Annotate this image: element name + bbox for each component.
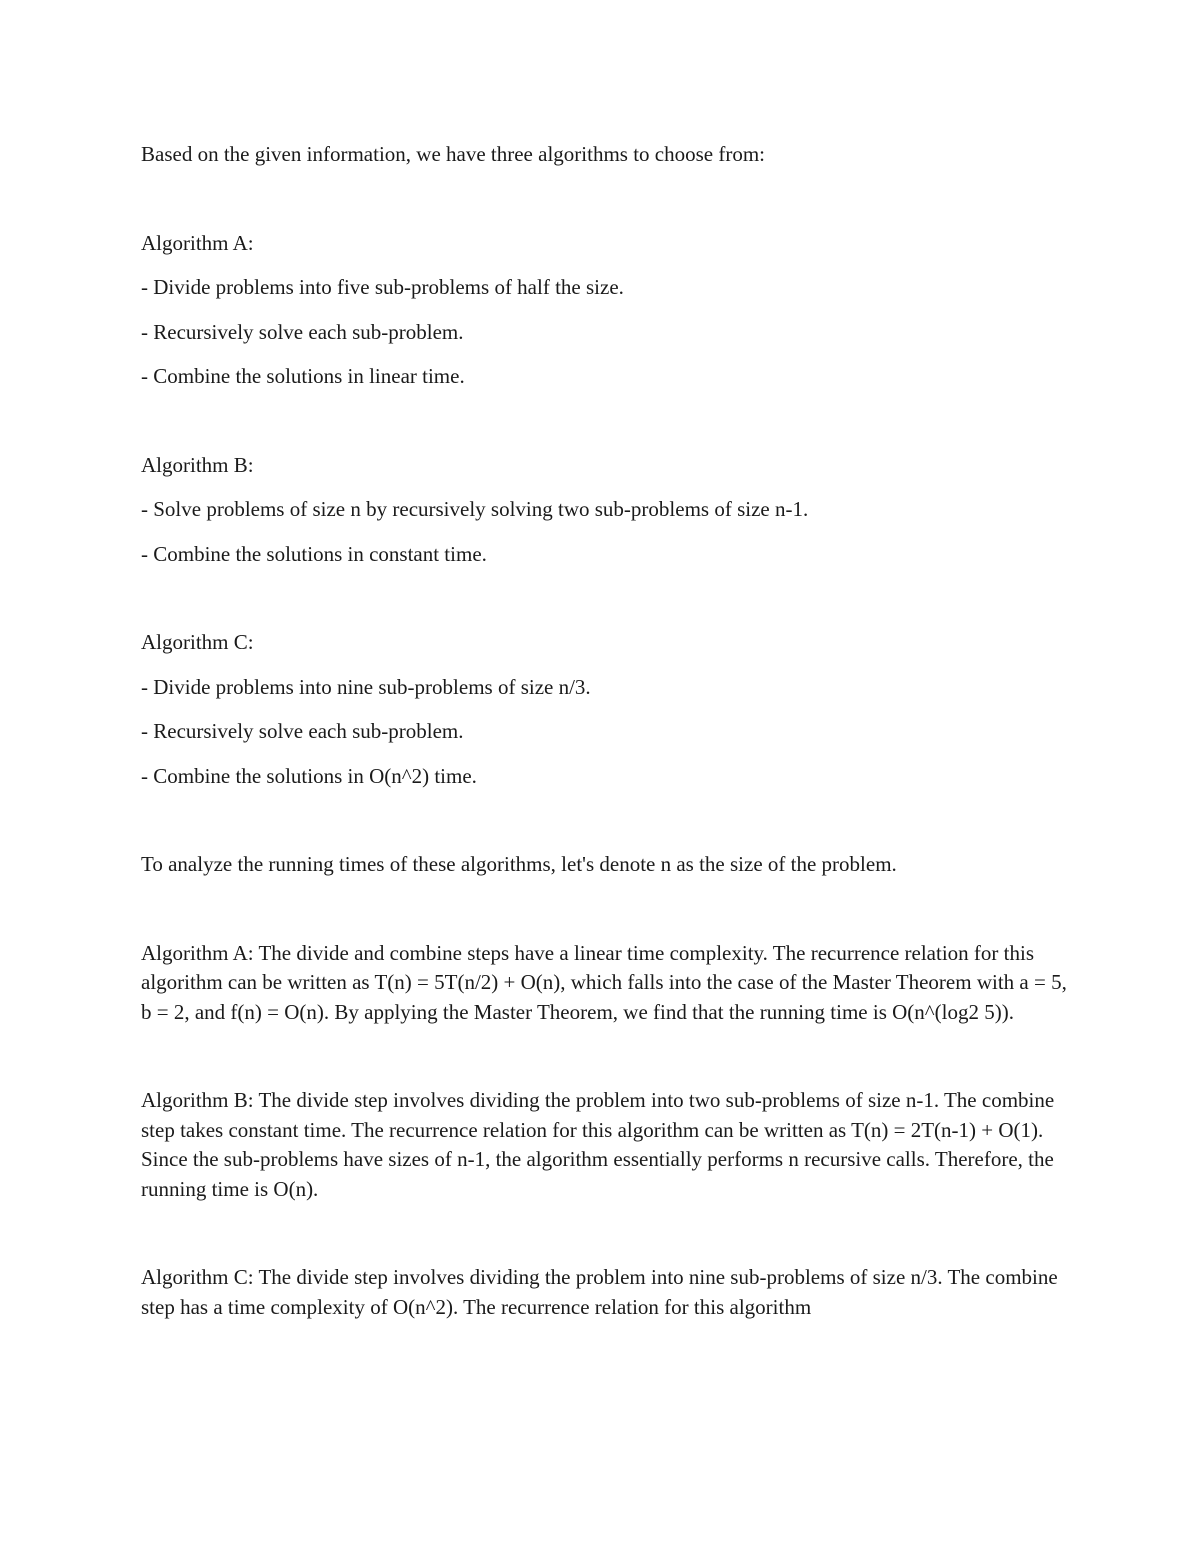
document-body <box>141 140 1071 1322</box>
algorithm-c-heading: Algorithm C: <box>141 630 254 654</box>
intro-paragraph: Based on the given information, we have three algorithms to choose from: <box>141 142 766 166</box>
algorithm-a-bullet: - Combine the solutions in linear time. <box>141 364 465 388</box>
analysis-c-paragraph: Algorithm C: The divide step involves dividing the problem into nine sub-problems of size n/3. The combine step has a time complexity of O(n^2). The recurrence relation for this algorithm <box>141 1265 1058 1319</box>
algorithm-a-bullet: - Recursively solve each sub-problem. <box>141 319 464 344</box>
analysis-a-paragraph: Algorithm A: The divide and combine steps have a linear time complexity. The recurrence relation for this algorithm can be written as T(n) = 5T(n/2) + O(n), which falls into the case of the Master Theorem with a = 5, b = 2, and f(n) = O(n). By applying the Master Theorem, we find that the running time is O(n^(log2 5)). <box>141 940 1067 1024</box>
algorithm-c-bullet: - Combine the solutions in O(n^2) time. <box>141 763 477 788</box>
algorithm-c-bullet: - Divide problems into nine sub-problems of size n/3. <box>141 674 591 699</box>
algorithm-a-heading: Algorithm A: <box>141 230 254 255</box>
algorithm-a-bullet: - Divide problems into five sub-problems of half the size. <box>141 275 624 299</box>
algorithm-c-bullet: - Recursively solve each sub-problem. <box>141 719 464 743</box>
algorithm-b-bullet: - Combine the solutions in constant time. <box>141 541 487 566</box>
algorithm-b-bullet: - Solve problems of size n by recursively solving two sub-problems of size n-1. <box>141 497 809 521</box>
analysis-intro-paragraph: To analyze the running times of these algorithms, let's denote n as the size of the problem. <box>141 852 897 876</box>
analysis-b-paragraph: Algorithm B: The divide step involves dividing the problem into two sub-problems of size n-1. The combine step takes constant time. The recurrence relation for this algorithm can be written as T(n) = 2T(n-1) + O(1). Since the sub-problems have sizes of n-1, the algorithm essentially performs n recursive calls. Therefore, the running time is O(n). <box>141 1088 1055 1201</box>
algorithm-b-heading: Algorithm B: <box>141 452 254 477</box>
